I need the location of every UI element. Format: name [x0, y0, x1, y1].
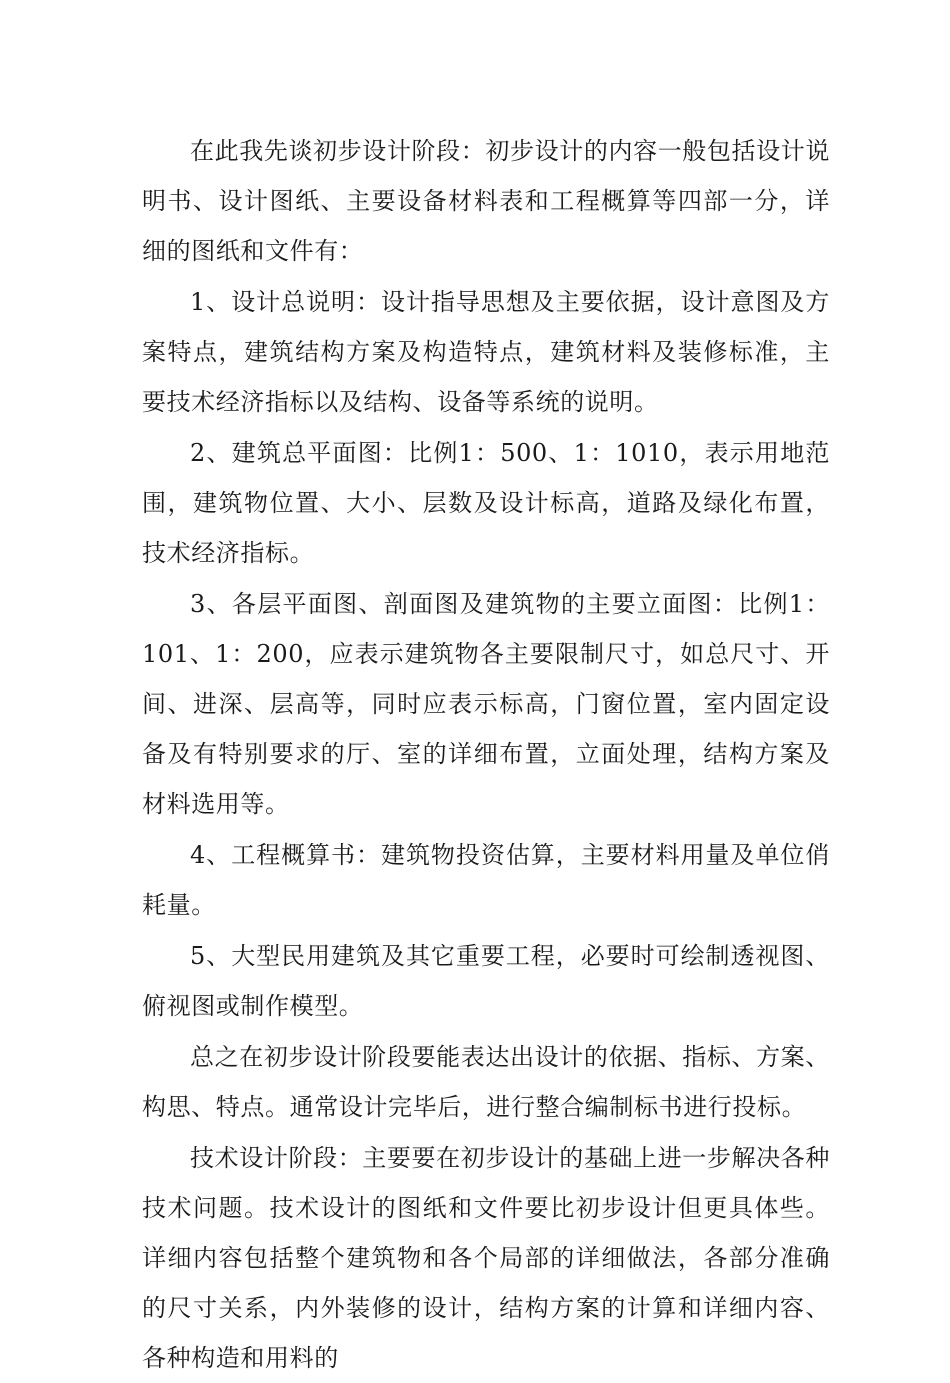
- paragraph-summary: 总之在初步设计阶段要能表达出设计的依据、指标、方案、构思、特点。通常设计完毕后，进行整合编制标书进行投标。: [142, 1043, 830, 1121]
- paragraph-intro: 在此我先谈初步设计阶段：初步设计的内容一般包括设计说明书、设计图纸、主要设备材料表和工程概算等四部一分，详细的图纸和文件有：: [142, 137, 830, 265]
- paragraph-item-4: 4、工程概算书：建筑物投资估算，主要材料用量及单位俏耗量。: [142, 841, 830, 919]
- document-page: [142, 126, 830, 1383]
- paragraph-item-5: 5、大型民用建筑及其它重要工程，必要时可绘制透视图、俯视图或制作模型。: [142, 942, 830, 1020]
- paragraph-technical-design: 技术设计阶段：主要要在初步设计的基础上进一步解决各种技术问题。技术设计的图纸和文件要比初步设计但更具体些。详细内容包括整个建筑物和各个局部的详细做法，各部分准确的尺寸关系，内外装修的设计，结构方案的计算和详细内容、各种构造和用料的: [142, 1144, 830, 1372]
- paragraph-item-3: 3、各层平面图、剖面图及建筑物的主要立面图：比例1：101、1：200，应表示建筑物各主要限制尺寸，如总尺寸、开间、进深、层高等，同时应表示标高，门窗位置，室内固定设备及有特别要求的厅、室的详细布置，立面处理，结构方案及材料选用等。: [142, 590, 830, 818]
- paragraph-item-2: 2、建筑总平面图：比例1：500、1：1010，表示用地范围，建筑物位置、大小、层数及设计标高，道路及绿化布置，技术经济指标。: [142, 439, 830, 567]
- paragraph-item-1: 1、设计总说明：设计指导思想及主要依据，设计意图及方案特点，建筑结构方案及构造特点，建筑材料及装修标准，主要技术经济指标以及结构、设备等系统的说明。: [142, 288, 830, 416]
